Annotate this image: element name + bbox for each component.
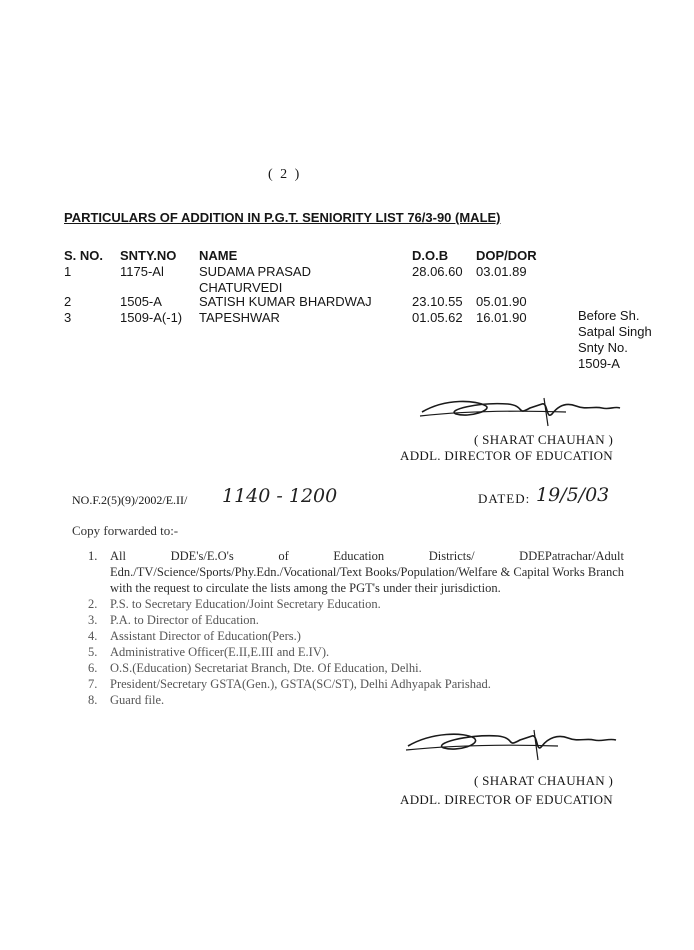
list-item-text: P.A. to Director of Education.	[110, 613, 259, 627]
list-item	[88, 644, 624, 660]
row2-snty: 1505-A	[120, 294, 162, 309]
list-item	[88, 692, 624, 708]
row2-sno: 2	[64, 294, 72, 309]
list-item	[88, 628, 624, 644]
handwritten-date: 19/5/03	[536, 484, 610, 506]
row2-name: SATISH KUMAR BHARDWAJ	[199, 294, 372, 309]
col-header-dop: DOP/DOR	[476, 248, 537, 263]
copy-forwarded-label: Copy forwarded to:-	[72, 523, 179, 538]
row1-snty: 1175-Al	[120, 264, 164, 279]
col-header-snty: SNTY.NO	[120, 248, 177, 263]
signatory-title: ADDL. DIRECTOR OF EDUCATION	[400, 448, 613, 463]
list-item-number: 6.	[88, 661, 98, 675]
row2-dop: 05.01.90	[476, 294, 527, 309]
handwritten-dispatch-range: 1140 - 1200	[222, 485, 338, 507]
row1-dop: 03.01.89	[476, 264, 527, 279]
col-header-dob: D.O.B	[412, 248, 449, 263]
note-line: Snty No.	[578, 340, 628, 355]
row3-sno: 3	[64, 310, 72, 325]
note-line: 1509-A	[578, 356, 620, 371]
row3-snty: 1509-A(-1)	[120, 310, 183, 325]
signatory-title-2: ADDL. DIRECTOR OF EDUCATION	[400, 792, 613, 807]
page-number: ( 2 )	[268, 167, 302, 182]
handwritten-signature	[416, 392, 626, 432]
reference-number: NO.F.2(5)(9)/2002/E.II/	[72, 493, 188, 507]
list-item-text: Guard file.	[110, 693, 165, 707]
list-item-number: 5.	[88, 645, 98, 659]
list-item-text: President/Secretary GSTA(Gen.), GSTA(SC/ST), Delhi Adhyapak Parishad.	[110, 677, 491, 691]
col-header-sno: S. NO.	[64, 248, 104, 263]
seniority-note	[578, 308, 652, 372]
list-heading: PARTICULARS OF ADDITION IN P.G.T. SENIORITY LIST 76/3-90 (MALE)	[64, 210, 501, 225]
note-line: Satpal Singh	[578, 324, 652, 339]
list-item-number: 4.	[88, 629, 98, 643]
list-item-text: Assistant Director of Education(Pers.)	[110, 629, 301, 643]
signatory-name-2: ( SHARAT CHAUHAN )	[474, 773, 614, 788]
row1-dob: 28.06.60	[412, 264, 463, 279]
list-item-text: Administrative Officer(E.II,E.III and E.IV).	[110, 645, 330, 659]
list-item-number: 1.	[88, 549, 98, 563]
row1-sno: 1	[64, 264, 72, 279]
row1-name-cont: CHATURVEDI	[199, 280, 283, 295]
list-item	[88, 612, 624, 628]
row3-dop: 16.01.90	[476, 310, 527, 325]
list-item-text: P.S. to Secretary Education/Joint Secretary Education.	[110, 597, 381, 611]
list-item-number: 7.	[88, 677, 98, 691]
distribution-list	[88, 548, 624, 708]
row1-name: SUDAMA PRASAD	[199, 264, 311, 279]
list-item	[88, 676, 624, 692]
handwritten-signature-2	[402, 724, 622, 766]
signatory-name: ( SHARAT CHAUHAN )	[474, 432, 614, 447]
row3-dob: 01.05.62	[412, 310, 463, 325]
list-item	[88, 548, 624, 596]
list-item-number: 8.	[88, 693, 98, 707]
note-line: Before Sh.	[578, 308, 640, 323]
list-item-text: O.S.(Education) Secretariat Branch, Dte. Of Education, Delhi.	[110, 661, 422, 675]
list-item-text: All DDE's/E.O's of Education Districts/ DDEPatrachar/Adult Edn./TV/Science/Sports/Phy.Edn./Vocational/Text Books/Population/Welfare & Capital Works Branch with the request to circulate the lists among the PGT's under their jurisdiction.	[110, 549, 624, 595]
list-item	[88, 660, 624, 676]
list-item-number: 2.	[88, 597, 98, 611]
list-item	[88, 596, 624, 612]
row3-name: TAPESHWAR	[199, 310, 280, 325]
col-header-name: NAME	[199, 248, 238, 263]
list-item-number: 3.	[88, 613, 98, 627]
dated-label: DATED:	[478, 491, 531, 506]
row2-dob: 23.10.55	[412, 294, 463, 309]
